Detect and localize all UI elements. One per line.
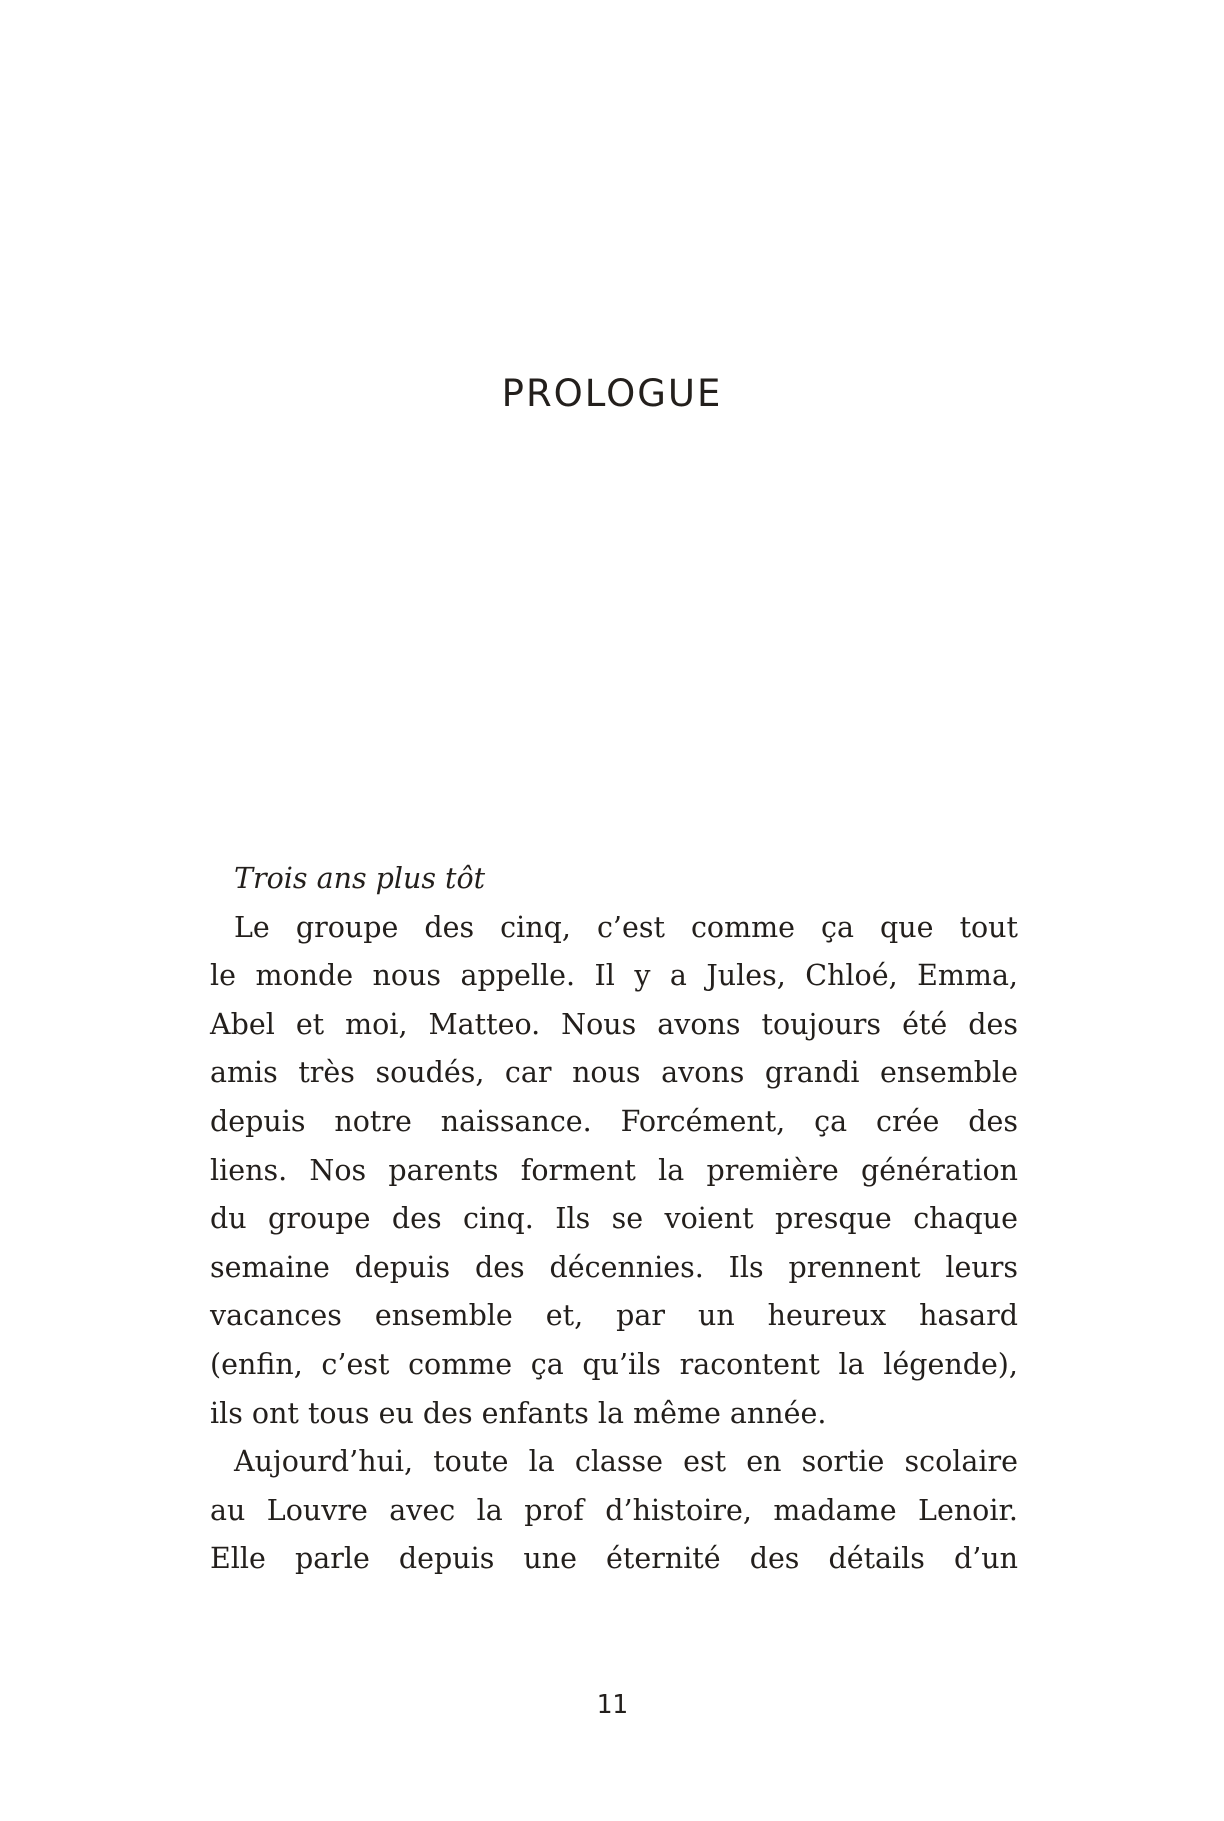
chapter-title: PROLOGUE (501, 372, 723, 415)
paragraph-1-line-1: Le groupe des cinq, c’est comme ça que tout (234, 910, 1018, 944)
paragraph-2-line-1: Aujourd’hui, toute la classe est en sortie scolaire (234, 1445, 1018, 1479)
paragraph-1-line-11: ils ont tous eu des enfants la même année. (210, 1396, 827, 1430)
paragraph-1-line-2: le monde nous appelle. Il y a Jules, Chloé, Emma, (210, 959, 1018, 993)
paragraph-2-line-2: au Louvre avec la prof d’histoire, madame Lenoir. (210, 1493, 1018, 1527)
paragraph-1-line-7: du groupe des cinq. Ils se voient presque chaque (210, 1202, 1018, 1236)
paragraph-2-line-3: Elle parle depuis une éternité des détails d’un (210, 1542, 1018, 1576)
paragraph-1-line-8: semaine depuis des décennies. Ils prennent leurs (210, 1250, 1018, 1284)
paragraph-1-line-4: amis très soudés, car nous avons grandi ensemble (210, 1056, 1018, 1090)
paragraph-1-line-5: depuis notre naissance. Forcément, ça crée des (210, 1104, 1018, 1138)
chapter-subtitle: Trois ans plus tôt (234, 862, 486, 895)
body-text (210, 855, 1018, 1584)
page-number: 11 (596, 1690, 628, 1720)
paragraph-1-line-6: liens. Nos parents forment la première génération (210, 1153, 1018, 1187)
paragraph-1-line-10: (enfin, c’est comme ça qu’ils racontent la légende), (210, 1347, 1018, 1381)
paragraph-1-line-9: vacances ensemble et, par un heureux hasard (210, 1299, 1018, 1333)
paragraph-1-line-3: Abel et moi, Matteo. Nous avons toujours été des (210, 1007, 1018, 1041)
